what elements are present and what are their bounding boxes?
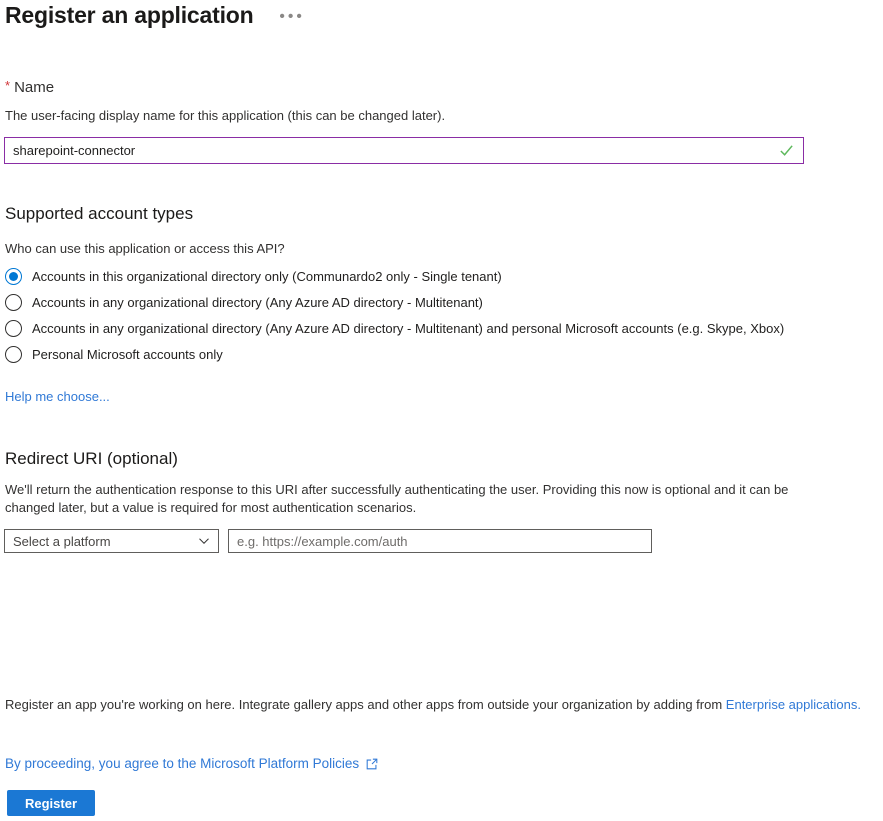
name-label-text: Name [14,79,55,96]
radio-single-tenant[interactable] [5,263,865,289]
page-title: Register an application [5,2,254,28]
radio-icon [5,268,22,285]
name-input-wrap [4,137,804,164]
supported-account-types-heading: Supported account types [5,204,194,223]
more-ellipsis-icon[interactable]: • • • [279,7,303,25]
redirect-uri-heading: Redirect URI (optional) [5,449,178,468]
radio-label: Accounts in this organizational directory only (Communardo2 only - Single tenant) [32,268,502,284]
radio-multitenant-personal[interactable] [5,315,865,341]
help-me-choose-link[interactable]: Help me choose... [5,389,110,404]
account-type-radio-group [5,263,865,367]
external-link-icon [365,757,379,771]
footer-info-static: Register an app you're working on here. Integrate gallery apps and other apps from outside your organization by adding from [5,697,726,712]
platform-select-value: Select a platform [13,533,111,549]
policy-line [5,755,379,771]
radio-label: Accounts in any organizational directory (Any Azure AD directory - Multitenant) [32,294,483,310]
redirect-uri-row [4,529,652,553]
name-field-description: The user-facing display name for this application (this can be changed later). [5,108,446,123]
name-input[interactable] [4,137,804,164]
enterprise-applications-link[interactable]: Enterprise applications. [725,697,861,712]
required-asterisk: * [5,78,11,93]
platform-select-dropdown[interactable] [4,529,219,553]
radio-personal-only[interactable] [5,341,865,367]
radio-label: Accounts in any organizational directory (Any Azure AD directory - Multitenant) and personal Microsoft accounts (e.g. Skype, Xbox) [32,320,785,336]
footer-info-text [5,697,861,712]
name-field-label [5,78,54,96]
account-types-question: Who can use this application or access this API? [5,241,285,256]
title-row [5,2,307,29]
redirect-uri-input[interactable] [228,529,652,553]
radio-icon [5,294,22,311]
radio-label: Personal Microsoft accounts only [32,346,223,362]
radio-multitenant[interactable] [5,289,865,315]
register-button[interactable]: Register [7,790,95,816]
redirect-uri-description: We'll return the authentication response to this URI after successfully authenticating the user. Providing this now is optional and it can be changed later, but a value is required for most authentication scenarios. [5,482,789,515]
platform-policies-link[interactable]: By proceeding, you agree to the Microsoft Platform Policies [5,755,360,771]
green-checkmark-icon [779,143,794,158]
radio-icon [5,346,22,363]
chevron-down-icon [198,535,210,547]
radio-icon [5,320,22,337]
